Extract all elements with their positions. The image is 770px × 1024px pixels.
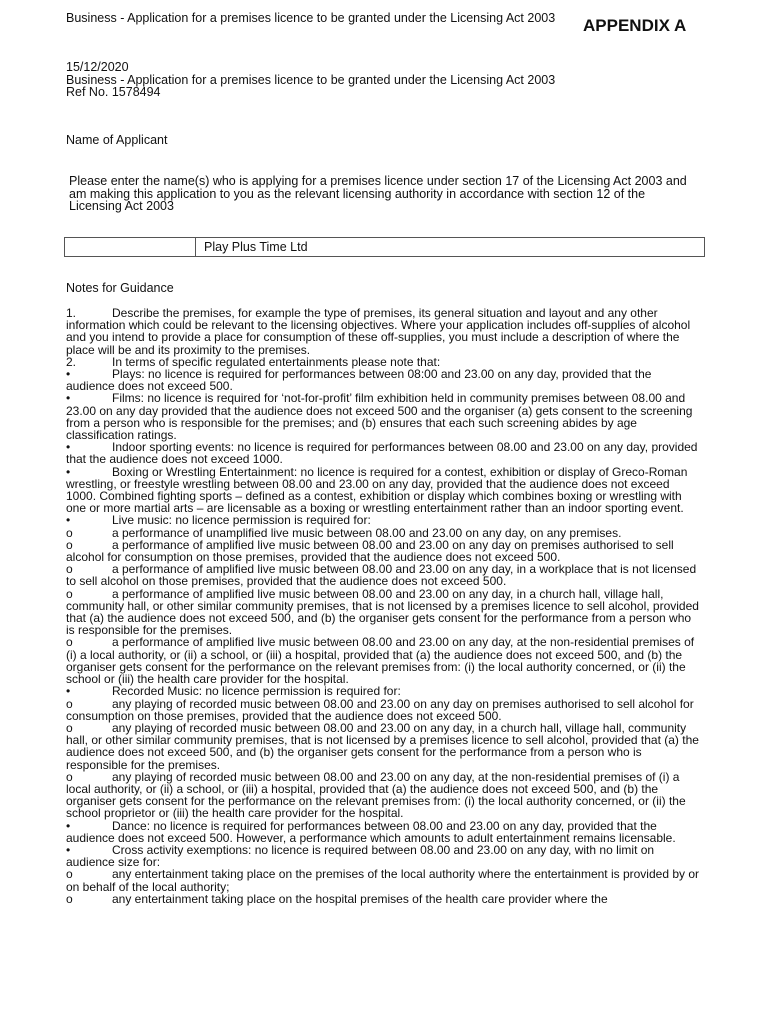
notes-item-marker: o <box>66 635 73 650</box>
notes-item-text: a performance of unamplified live music between 08.00 and 23.00 on any day, on any premises. <box>112 525 622 540</box>
notes-item <box>66 722 702 771</box>
notes-item <box>66 820 702 844</box>
notes-item <box>66 698 702 722</box>
notes-item <box>66 539 702 563</box>
notes-item-marker: • <box>66 440 71 455</box>
notes-item-marker: o <box>66 769 73 784</box>
notes-item-marker: o <box>66 562 73 577</box>
notes-item <box>66 636 702 685</box>
notes-item <box>66 466 702 515</box>
notes-item <box>66 771 702 820</box>
applicant-name-table <box>64 237 705 257</box>
notes-item <box>66 368 702 392</box>
notes-item-marker: o <box>66 867 73 882</box>
notes-item-marker: 1. <box>66 306 77 320</box>
applicant-name-label-cell <box>65 238 196 256</box>
notes-item-text: Live music: no licence permission is required for: <box>112 513 371 528</box>
notes-item-text: Plays: no licence is required for performances between 08:00 and 23.00 on any day, provided that the audience does not exceed 500. <box>66 367 652 394</box>
notes-item-marker: o <box>66 537 73 552</box>
notes-item-marker: • <box>66 367 71 382</box>
notes-item-text: Dance: no licence is required for performances between 08.00 and 23.00 on any day, provided that the audience does not exceed 500. However, a performance which amounts to adult entertainment remains licensable. <box>66 818 676 845</box>
notes-item-text: any entertainment taking place on the hospital premises of the health care provider where the <box>112 891 608 906</box>
notes-item-marker: o <box>66 720 73 735</box>
notes-item <box>66 392 702 441</box>
document-date: 15/12/2020 <box>66 60 129 74</box>
notes-item-text: Recorded Music: no licence permission is required for: <box>112 684 401 699</box>
notes-item <box>66 844 702 868</box>
notes-item-text: any playing of recorded music between 08.00 and 23.00 on any day, at the non-residential premises of (i) a local authority, or (ii) a school, or (iii) a hospital, provided that (a) the audience does not exceed 500, and (b) the organiser gets consent for the performance on the relevant premises from: (i) the local authority concerned, or (ii) the school proprietor or (iii) the health care provider for the hospital. <box>66 769 686 821</box>
notes-item <box>66 893 702 905</box>
notes-item-marker: • <box>66 513 71 528</box>
page-header-title: Business - Application for a premises licence to be granted under the Licensing Act 2003 <box>66 11 556 25</box>
document-title: Business - Application for a premises licence to be granted under the Licensing Act 2003 <box>66 72 556 87</box>
notes-item-marker: • <box>66 391 71 406</box>
notes-item-text: In terms of specific regulated entertainments please note that: <box>112 354 441 369</box>
notes-item-text: any playing of recorded music between 08.00 and 23.00 on any day on premises authorised to sell alcohol for consumption on those premises, provided that the audience does not exceed 500. <box>66 696 694 723</box>
notes-item <box>66 441 702 465</box>
notes-item-text: any entertainment taking place on the premises of the local authority where the entertainment is provided by or on behalf of the local authority; <box>66 867 699 894</box>
notes-item-text: a performance of amplified live music between 08.00 and 23.00 on any day, in a church hall, village hall, community hall, or other similar community premises, that is not licensed by a premises licence to sell alcohol, provided that (a) the audience does not exceed 500, and (b) the organiser gets consent for the performance from a person who is responsible for the premises. <box>66 586 699 638</box>
notes-item-text: Indoor sporting events: no licence is required for performances between 08.00 and 23.00 on any day, provided that the audience does not exceed 1000. <box>66 440 698 467</box>
reference-number: Ref No. 1578494 <box>66 85 161 99</box>
notes-item-marker: • <box>66 842 71 857</box>
notes-item-marker: • <box>66 464 71 479</box>
notes-list <box>66 307 702 905</box>
notes-item-text: Films: no licence is required for ‘not-for-profit’ film exhibition held in community premises between 08.00 and 23.00 on any day provided that the audience does not exceed 500 and the organiser (a) gets consent to the screening from a person who is responsible for the premises; and (b) ensures that each such screening abides by age classification ratings. <box>66 391 693 443</box>
notes-item <box>66 307 702 356</box>
notes-item-text: a performance of amplified live music between 08.00 and 23.00 on any day, at the non-residential premises of (i) a local authority, or (ii) a school, or (iii) a hospital, provided that (a) the audience does not exceed 500, and (b) the organiser gets consent for the performance on the relevant premises from: (i) the local authority concerned, or (ii) the school or (iii) the health care provider for the hospital. <box>66 635 695 687</box>
notes-item <box>66 563 702 587</box>
notes-item-text: a performance of amplified live music between 08.00 and 23.00 on any day on premises authorised to sell alcohol for consumption on those premises, provided that the audience does not exceed 500. <box>66 537 674 565</box>
notes-item-marker: o <box>66 586 73 601</box>
notes-item-text: any playing of recorded music between 08.00 and 23.00 on any day, in a church hall, village hall, community hall, or other similar community premises, that is not licensed by a premises licence to sell alcohol, provided that (a) the audience does not exceed 500, and (b) the organiser gets consent for the performance from a person who is responsible for the premises. <box>66 720 699 772</box>
notes-item-marker: • <box>66 684 71 699</box>
notes-item-marker: 2. <box>66 354 77 369</box>
notes-item-marker: o <box>66 525 73 540</box>
applicant-name-field[interactable]: Play Plus Time Ltd <box>204 240 308 254</box>
document-meta <box>66 61 555 99</box>
notes-item-marker: o <box>66 696 73 711</box>
notes-item-text: Describe the premises, for example the type of premises, its general situation and layout and any other information which could be relevant to the licensing objectives. Where your application includes off-supplies of alcohol and you intend to provide a place for consumption of these off-supplies, you must include a description of where the place will be and its proximity to the premises. <box>66 306 691 357</box>
applicant-instructions: Please enter the name(s) who is applying for a premises licence under section 17 of the Licensing Act 2003 and am making this application to you as the relevant licensing authority in accordance with section 12 of the Licensing Act 2003 <box>69 174 687 213</box>
notes-item-marker: • <box>66 818 71 833</box>
notes-item-text: Cross activity exemptions: no licence is required between 08.00 and 23.00 on any day, with no limit on audience size for: <box>66 842 655 870</box>
applicant-heading: Name of Applicant <box>66 133 168 147</box>
notes-item-text: a performance of amplified live music between 08.00 and 23.00 on any day, in a workplace that is not licensed to sell alcohol on those premises, provided that the audience does not exceed 500. <box>66 562 697 589</box>
notes-item-text: Boxing or Wrestling Entertainment: no licence is required for a contest, exhibition or display of Greco-Roman wrestling, or freestyle wrestling between 08.00 and 23.00 on any day, provided that the audience does not exceed 1000. Combined fighting sports – defined as a contest, exhibition or display which combines boxing or wrestling with one or more martial arts – are licensable as a boxing or wrestling entertainment rather than an indoor sporting event. <box>66 464 688 516</box>
notes-heading: Notes for Guidance <box>66 281 174 295</box>
notes-item <box>66 588 702 637</box>
notes-item <box>66 868 702 892</box>
notes-item-marker: o <box>66 891 73 906</box>
appendix-label: APPENDIX A <box>583 16 687 35</box>
